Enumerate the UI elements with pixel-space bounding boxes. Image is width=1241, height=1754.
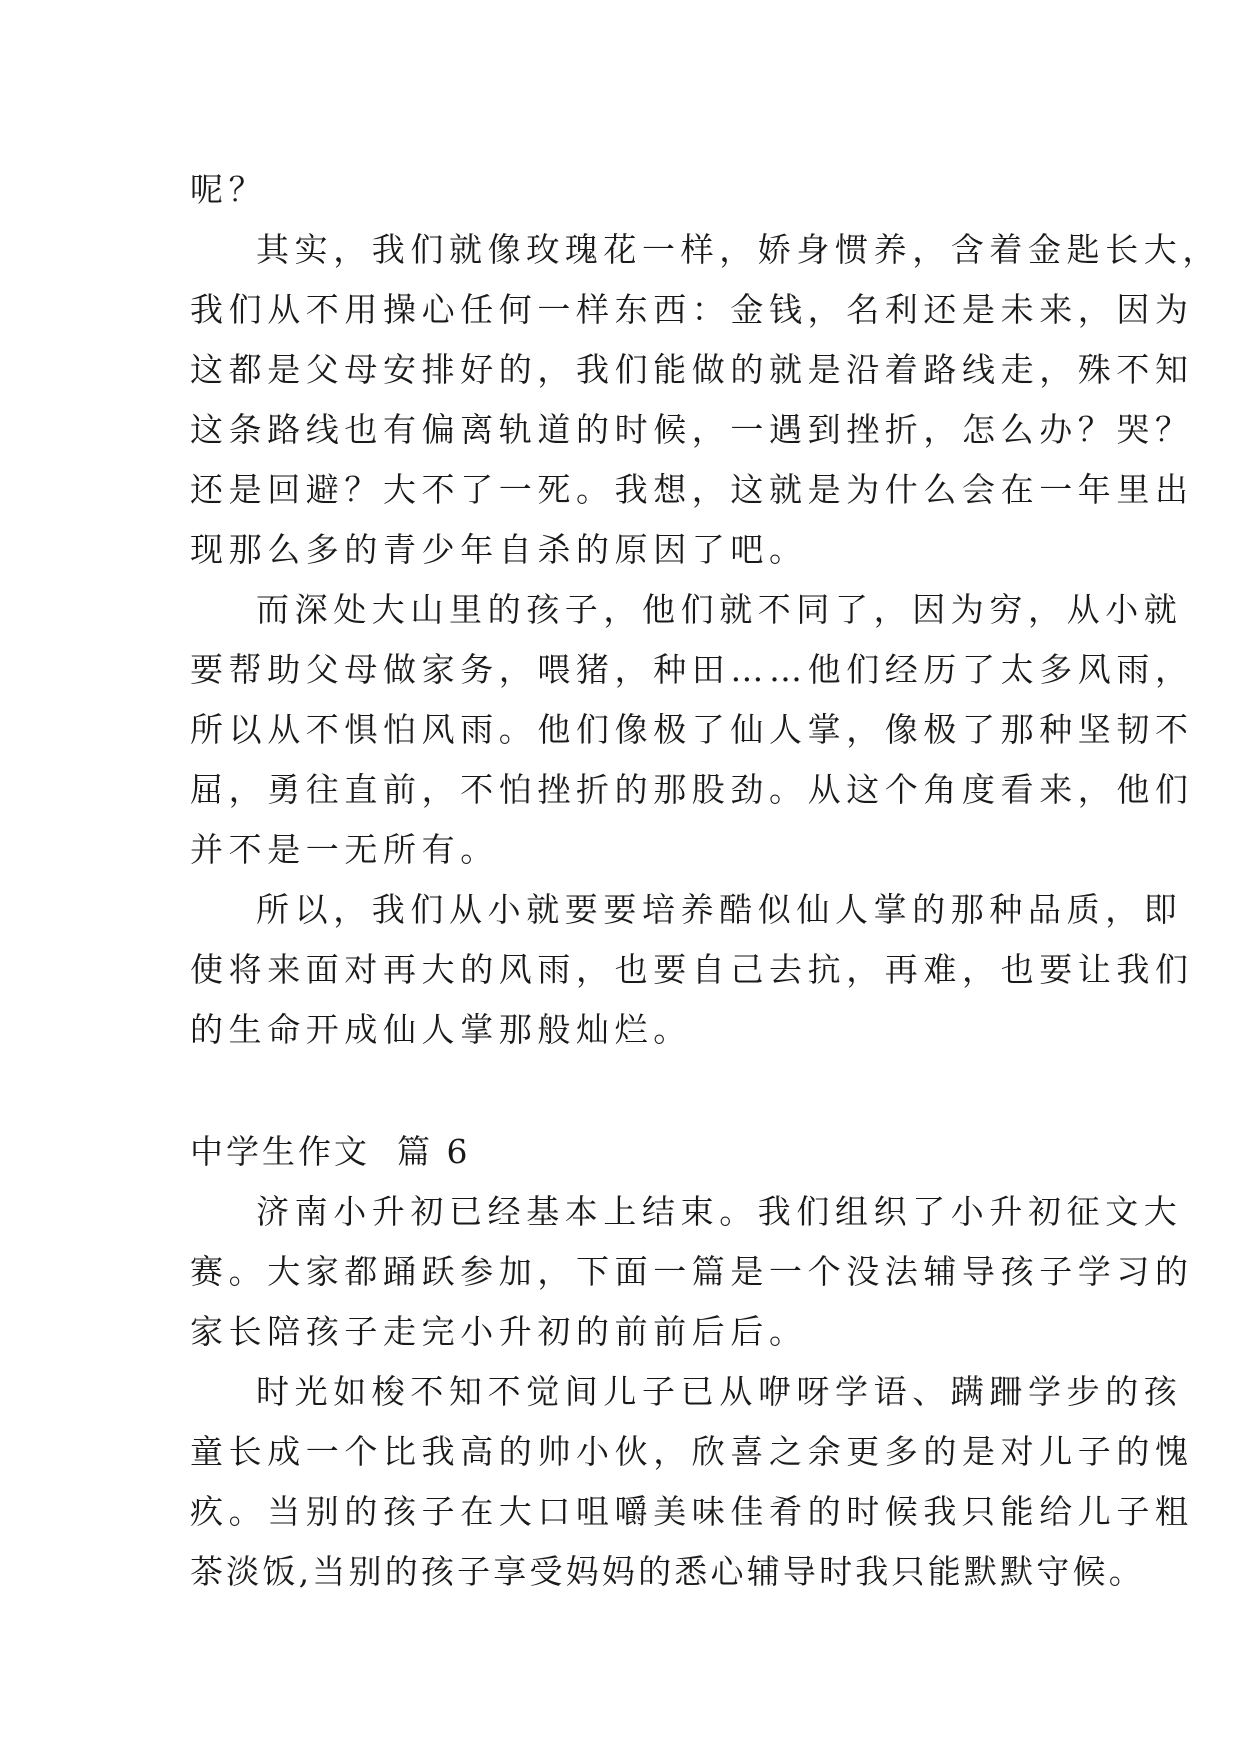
- text-line: 茶淡饭,当别的孩子享受妈妈的悉心辅导时我只能默默守候。: [190, 1552, 1145, 1591]
- text-line: 济南小升初已经基本上结束。我们组织了小升初征文大: [256, 1192, 1183, 1231]
- text-line: 的生命开成仙人掌那般灿烂。: [190, 1010, 692, 1049]
- text-line: 现那么多的青少年自杀的原因了吧。: [190, 530, 808, 569]
- text-line: 这条路线也有偏离轨道的时候，一遇到挫折，怎么办？哭？: [190, 410, 1194, 449]
- paragraph-intro: [190, 1182, 1194, 1362]
- text-line: 使将来面对再大的风雨，也要自己去抗，再难，也要让我们: [190, 950, 1194, 989]
- text-line: 屈，勇往直前，不怕挫折的那股劲。从这个角度看来，他们: [190, 770, 1194, 809]
- document-body: [190, 160, 1221, 1602]
- paragraph-mountain-children: [190, 580, 1194, 880]
- text-line: 赛。大家都踊跃参加，下面一篇是一个没法辅导孩子学习的: [190, 1252, 1194, 1291]
- text-line: 我们从不用操心任何一样东西：金钱，名利还是未来，因为: [190, 290, 1194, 329]
- text-line: 家长陪孩子走完小升初的前前后后。: [190, 1312, 808, 1351]
- text-line: 还是回避？大不了一死。我想，这就是为什么会在一年里出: [190, 470, 1194, 509]
- continuation-paragraph: [190, 160, 1060, 220]
- text-line: 所以，我们从小就要要培养酷似仙人掌的那种品质，即: [256, 890, 1183, 929]
- text-line: 而深处大山里的孩子，他们就不同了，因为穷，从小就: [256, 590, 1183, 629]
- paragraph-conclusion: [190, 880, 1194, 1060]
- text-line: 要帮助父母做家务，喂猪，种田……他们经历了太多风雨，: [190, 650, 1194, 689]
- text-line: 呢？: [190, 170, 268, 209]
- text-line: 并不是一无所有。: [190, 830, 499, 869]
- text-line: 其实，我们就像玫瑰花一样，娇身惯养，含着金匙长大，: [256, 230, 1221, 269]
- section-spacer: [190, 1060, 1060, 1122]
- text-line: 童长成一个比我高的帅小伙，欣喜之余更多的是对儿子的愧: [190, 1432, 1194, 1471]
- paragraph-time-flies: [190, 1362, 1194, 1602]
- text-line: 这都是父母安排好的，我们能做的就是沿着路线走，殊不知: [190, 350, 1194, 389]
- text-line: 所以从不惧怕风雨。他们像极了仙人掌，像极了那种坚韧不: [190, 710, 1194, 749]
- section-heading: 中学生作文 篇 6: [190, 1132, 471, 1171]
- text-line: 疚。当别的孩子在大口咀嚼美味佳肴的时候我只能给儿子粗: [190, 1492, 1194, 1531]
- text-line: 时光如梭不知不觉间儿子已从咿呀学语、蹒跚学步的孩: [256, 1372, 1183, 1411]
- paragraph-roses: [190, 220, 1221, 580]
